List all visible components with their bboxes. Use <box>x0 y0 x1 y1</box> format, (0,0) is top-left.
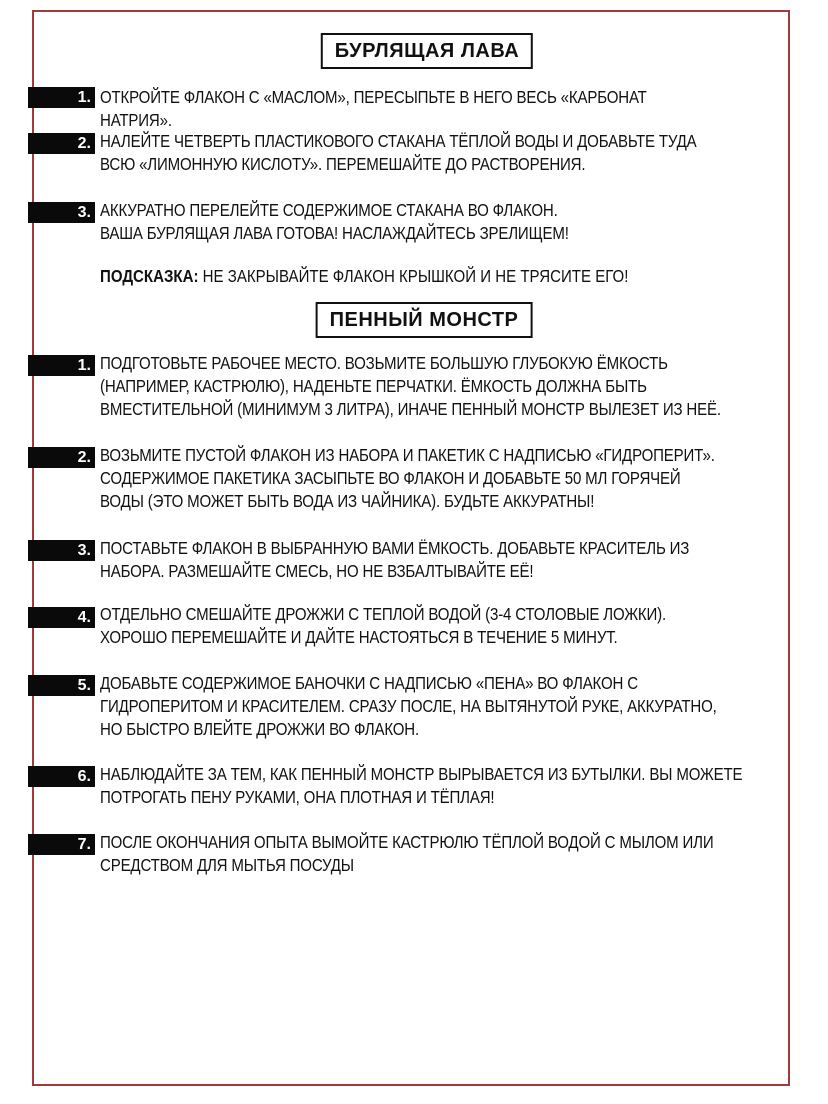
section-title-foam: ПЕННЫЙ МОНСТР <box>316 302 533 338</box>
step-number: 5. <box>28 675 95 696</box>
step-text: АККУРАТНО ПЕРЕЛЕЙТЕ СОДЕРЖИМОЕ СТАКАНА ВО ФЛАКОН. ВАША БУРЛЯЩАЯ ЛАВА ГОТОВА! НАСЛАЖДАЙТЕСЬ ЗРЕЛИЩЕМ! <box>100 200 569 243</box>
step-text: ДОБАВЬТЕ СОДЕРЖИМОЕ БАНОЧКИ С НАДПИСЬЮ «ПЕНА» ВО ФЛАКОН С ГИДРОПЕРИТОМ И КРАСИТЕЛЕМ. СРАЗУ ПОСЛЕ, НА ВЫТЯНУТОЙ РУКЕ, АККУРАТНО, НО БЫСТРО ВЛЕЙТЕ ДРОЖЖИ ВО ФЛАКОН. <box>100 673 717 739</box>
step-text: ПОСЛЕ ОКОНЧАНИЯ ОПЫТА ВЫМОЙТЕ КАСТРЮЛЮ ТЁПЛОЙ ВОДОЙ С МЫЛОМ ИЛИ СРЕДСТВОМ ДЛЯ МЫТЬЯ ПОСУДЫ <box>100 832 714 875</box>
step-number: 6. <box>28 766 95 787</box>
step-number: 3. <box>28 540 95 561</box>
hint <box>100 265 628 288</box>
step-number: 3. <box>28 202 95 223</box>
step-number: 7. <box>28 834 95 855</box>
step-text: ВОЗЬМИТЕ ПУСТОЙ ФЛАКОН ИЗ НАБОРА И ПАКЕТИК С НАДПИСЬЮ «ГИДРОПЕРИТ». СОДЕРЖИМОЕ ПАКЕТИКА ЗАСЫПЬТЕ ВО ФЛАКОН И ДОБАВЬТЕ 50 МЛ ГОРЯЧЕЙ ВОДЫ (ЭТО МОЖЕТ БЫТЬ ВОДА ИЗ ЧАЙНИКА). БУДЬТЕ АККУРАТНЫ! <box>100 445 715 511</box>
step-text: ОТКРОЙТЕ ФЛАКОН С «МАСЛОМ», ПЕРЕСЫПЬТЕ В НЕГО ВЕСЬ «КАРБОНАТ НАТРИЯ». <box>100 87 647 130</box>
section-title-lava: БУРЛЯЩАЯ ЛАВА <box>321 33 533 69</box>
step-text: НАЛЕЙТЕ ЧЕТВЕРТЬ ПЛАСТИКОВОГО СТАКАНА ТЁПЛОЙ ВОДЫ И ДОБАВЬТЕ ТУДА ВСЮ «ЛИМОННУЮ КИСЛОТУ». ПЕРЕМЕШАЙТЕ ДО РАСТВОРЕНИЯ. <box>100 131 697 174</box>
hint-label: ПОДСКАЗКА: <box>100 266 199 286</box>
step-number: 4. <box>28 607 95 628</box>
step-text: ОТДЕЛЬНО СМЕШАЙТЕ ДРОЖЖИ С ТЕПЛОЙ ВОДОЙ (3-4 СТОЛОВЫЕ ЛОЖКИ). ХОРОШО ПЕРЕМЕШАЙТЕ И ДАЙТЕ НАСТОЯТЬСЯ В ТЕЧЕНИЕ 5 МИНУТ. <box>100 604 667 647</box>
hint-text: НЕ ЗАКРЫВАЙТЕ ФЛАКОН КРЫШКОЙ И НЕ ТРЯСИТЕ ЕГО! <box>198 266 629 286</box>
step-number: 1. <box>28 87 95 108</box>
step-text: НАБЛЮДАЙТЕ ЗА ТЕМ, КАК ПЕННЫЙ МОНСТР ВЫРЫВАЕТСЯ ИЗ БУТЫЛКИ. ВЫ МОЖЕТЕ ПОТРОГАТЬ ПЕНУ РУКАМИ, ОНА ПЛОТНАЯ И ТЁПЛАЯ! <box>100 764 743 807</box>
step-text: ПОДГОТОВЬТЕ РАБОЧЕЕ МЕСТО. ВОЗЬМИТЕ БОЛЬШУЮ ГЛУБОКУЮ ЁМКОСТЬ (НАПРИМЕР, КАСТРЮЛЮ), НАДЕНЬТЕ ПЕРЧАТКИ. ЁМКОСТЬ ДОЛЖНА БЫТЬ ВМЕСТИТЕЛЬНОЙ (МИНИМУМ 3 ЛИТРА), ИНАЧЕ ПЕННЫЙ МОНСТР ВЫЛЕЗЕТ ИЗ НЕЁ. <box>100 353 721 419</box>
step-number: 2. <box>28 447 95 468</box>
step-number: 2. <box>28 133 95 154</box>
step-text: ПОСТАВЬТЕ ФЛАКОН В ВЫБРАННУЮ ВАМИ ЁМКОСТЬ. ДОБАВЬТЕ КРАСИТЕЛЬ ИЗ НАБОРА. РАЗМЕШАЙТЕ СМЕСЬ, НО НЕ ВЗБАЛТЫВАЙТЕ ЕЁ! <box>100 538 690 581</box>
step-number: 1. <box>28 355 95 376</box>
